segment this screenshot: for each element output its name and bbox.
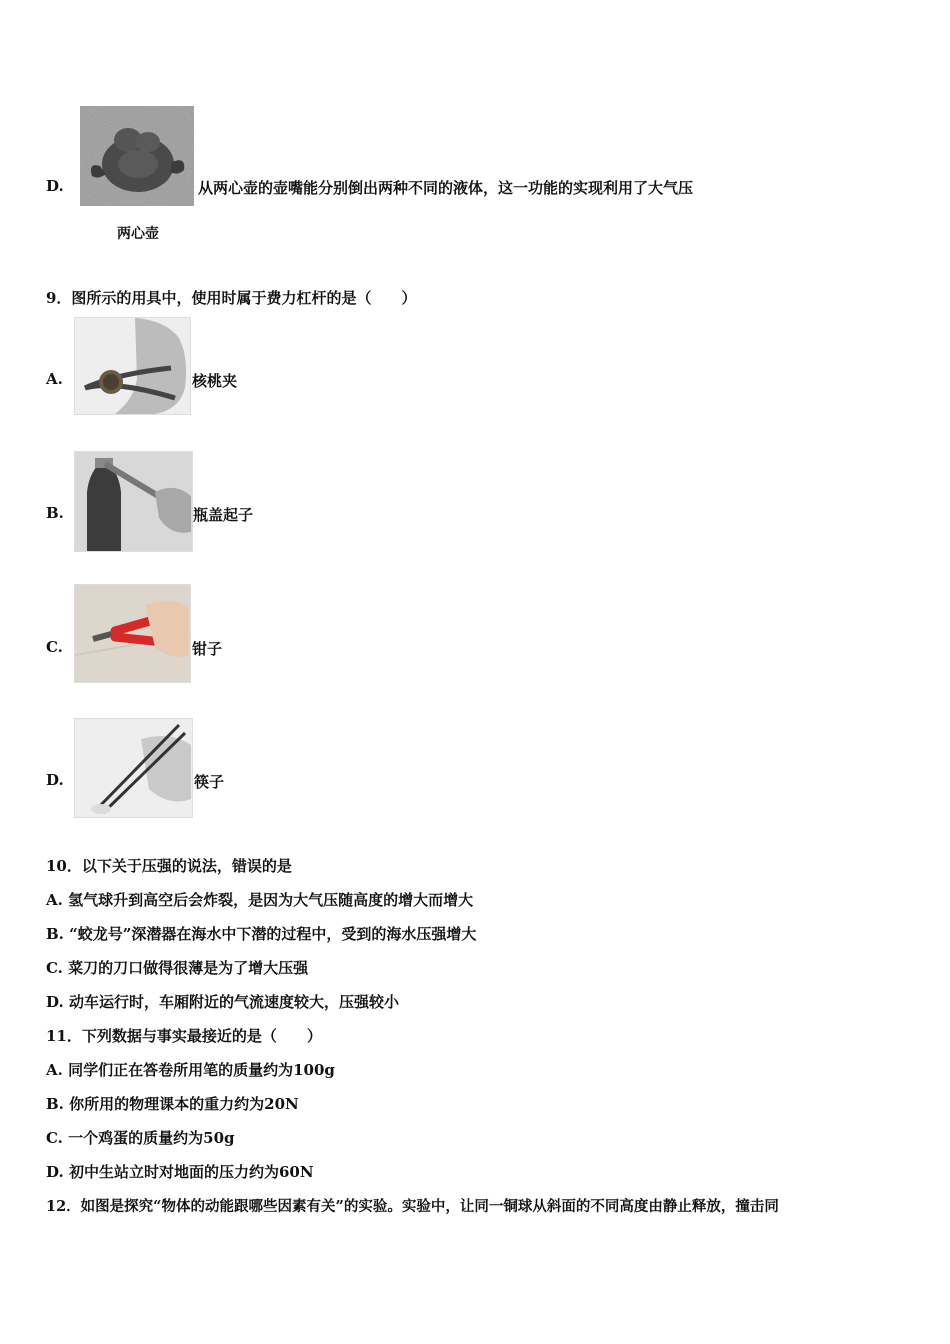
q11-option-d-letter: D.	[46, 1163, 64, 1181]
nutcracker-image	[74, 317, 191, 415]
q9-stem: 9．图所示的用具中，使用时属于费力杠杆的是（ ）	[46, 289, 417, 307]
q9-option-b-letter: B.	[46, 504, 64, 522]
q10-option-b-letter: B.	[46, 925, 64, 943]
q9-option-d-letter: D.	[46, 771, 64, 789]
q11-option-a-letter: A.	[46, 1061, 63, 1079]
q10-stem: 10．以下关于压强的说法，错误的是	[46, 857, 292, 875]
q10-option-d	[46, 991, 399, 1012]
bottle-opener-image	[74, 451, 193, 552]
q9-option-d-text: 筷子	[194, 773, 225, 791]
teapot-image	[80, 106, 194, 206]
q10-option-c	[46, 957, 308, 978]
q11-option-b-letter: B.	[46, 1095, 64, 1113]
q11-option-a-text: 同学们正在答卷所用笔的质量约为100g	[68, 1061, 335, 1079]
q10-option-b-text: “蛟龙号”深潜器在海水中下潜的过程中，受到的海水压强增大	[69, 925, 477, 943]
q10-option-a-text: 氢气球升到高空后会炸裂，是因为大气压随高度的增大而增大	[68, 891, 474, 909]
q11-option-c-text: 一个鸡蛋的质量约为50g	[68, 1129, 235, 1147]
teapot-caption: 两心壶	[117, 226, 159, 242]
q8-option-d-text: 从两心壶的壶嘴能分别倒出两种不同的液体，这一功能的实现利用了大气压	[198, 179, 694, 197]
chopsticks-image	[74, 718, 193, 818]
q9-option-c-letter: C.	[46, 638, 63, 656]
q9-option-b-text: 瓶盖起子	[193, 506, 254, 524]
q10-option-a	[46, 889, 473, 910]
q11-option-b	[46, 1093, 299, 1114]
q11-option-d	[46, 1161, 314, 1182]
q11-stem: 11．下列数据与事实最接近的是（ ）	[46, 1027, 322, 1045]
q9-option-c-text: 钳子	[192, 640, 223, 658]
q11-option-b-text: 你所用的物理课本的重力约为20N	[69, 1095, 299, 1113]
q11-option-a	[46, 1059, 335, 1080]
q11-option-d-text: 初中生站立时对地面的压力约为60N	[68, 1163, 314, 1181]
q10-option-d-letter: D.	[46, 993, 64, 1011]
q10-option-c-letter: C.	[46, 959, 63, 977]
q11-option-c	[46, 1127, 235, 1148]
pliers-image	[74, 584, 191, 683]
q8-option-d-letter: D.	[46, 177, 64, 195]
q10-option-a-letter: A.	[46, 891, 63, 909]
q9-option-a-text: 核桃夹	[192, 372, 238, 390]
q11-option-c-letter: C.	[46, 1129, 63, 1147]
q9-option-a-letter: A.	[46, 370, 63, 388]
q10-option-d-text: 动车运行时，车厢附近的气流速度较大，压强较小	[68, 993, 399, 1011]
q10-option-c-text: 菜刀的刀口做得很薄是为了增大压强	[68, 959, 309, 977]
q12-stem: 12．如图是探究“物体的动能跟哪些因素有关”的实验。实验中，让同一铜球从斜面的不同高度由静止释放，撞击同	[46, 1198, 779, 1215]
q10-option-b	[46, 923, 476, 944]
